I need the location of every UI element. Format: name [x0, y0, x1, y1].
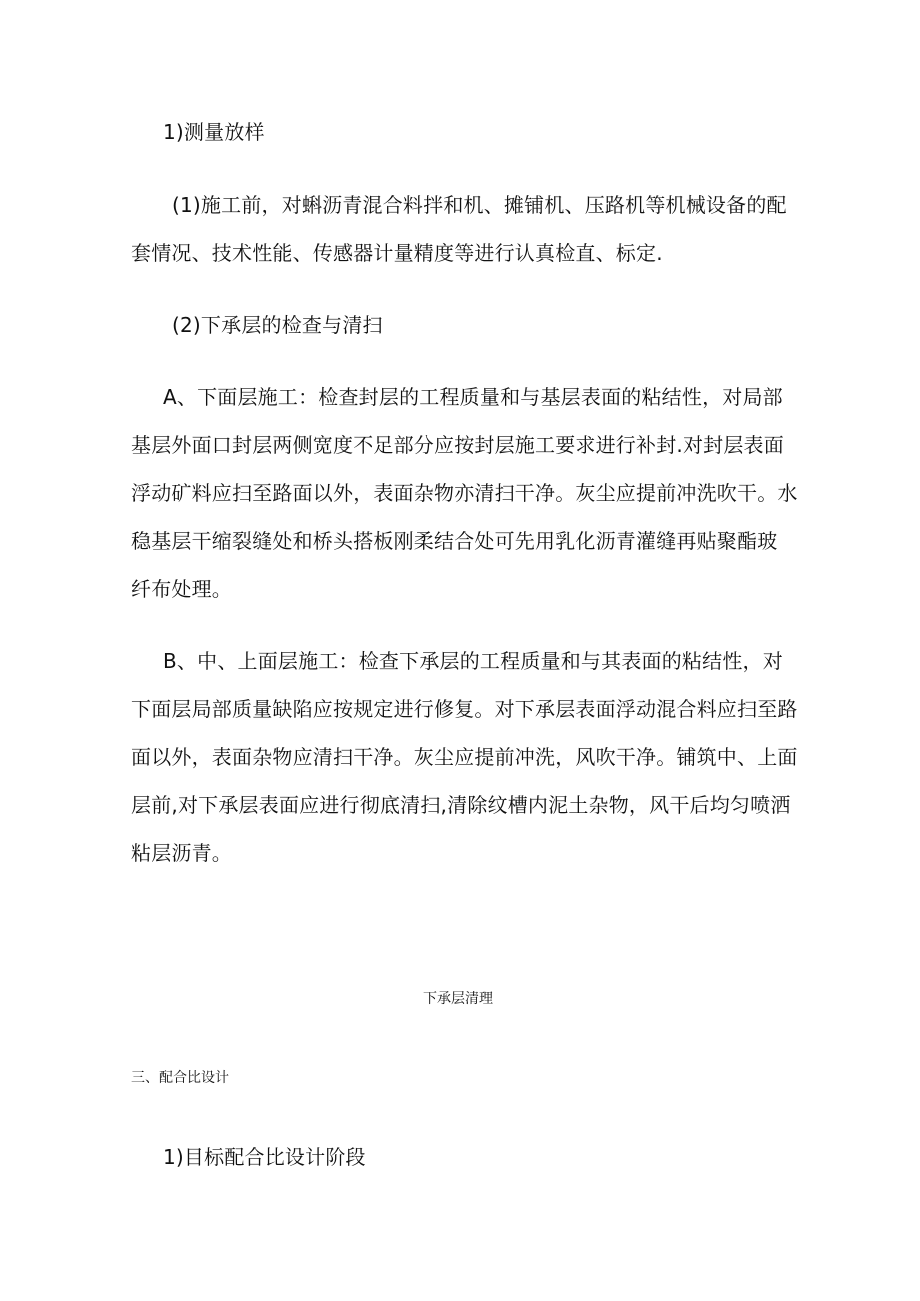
para-a-line-5: 纤布处理。 [131, 577, 232, 601]
para-a-line-3: 浮动矿料应扫至路面以外，表面杂物亦清扫干净。灰尘应提前冲洗吹干。水 [131, 481, 798, 505]
figure-caption: 下承层清理 [423, 991, 493, 1007]
para1-line-1: (1)施工前，对蝌沥青混合料拌和机、摊铺机、压路机等机械设备的配 [172, 193, 787, 217]
para-a-line-1: A、下面层施工：检查封层的工程质量和与基层表面的粘结性，对局部 [163, 385, 783, 409]
para-b-line-2: 下面层局部质量缺陷应按规定进行修复。对下承层表面浮动混合料应扫至路 [131, 697, 798, 721]
para1-line-2: 套情况、技术性能、传感器计量精度等进行认真检直、标定. [131, 241, 663, 265]
para-b-line-3: 面以外，表面杂物应清扫干净。灰尘应提前冲洗，风吹干净。铺筑中、上面 [131, 745, 798, 769]
para-b-line-4: 层前,对下承层表面应进行彻底清扫,清除纹槽内泥土杂物，风干后均匀喷洒 [131, 793, 791, 817]
heading-check: (2)下承层的检查与清扫 [172, 313, 383, 337]
para-b-line-5: 粘层沥青。 [131, 841, 232, 865]
heading-survey-layout: 1)测量放样 [163, 120, 265, 144]
heading-target: 1)目标配合比设计阶段 [163, 1145, 366, 1169]
para-a-line-2: 基层外面口封层两侧宽度不足部分应按封层施工要求进行补封.对封层表面 [131, 433, 784, 457]
para-b-line-1: B、中、上面层施工：检查下承层的工程质量和与其表面的粘结性，对 [163, 649, 783, 673]
para-a-line-4: 稳基层干缩裂缝处和桥头搭板刚柔结合处可先用乳化沥青灌缝再贴聚酯玻 [131, 529, 778, 553]
section-heading: 三、配合比设计 [131, 1070, 229, 1086]
